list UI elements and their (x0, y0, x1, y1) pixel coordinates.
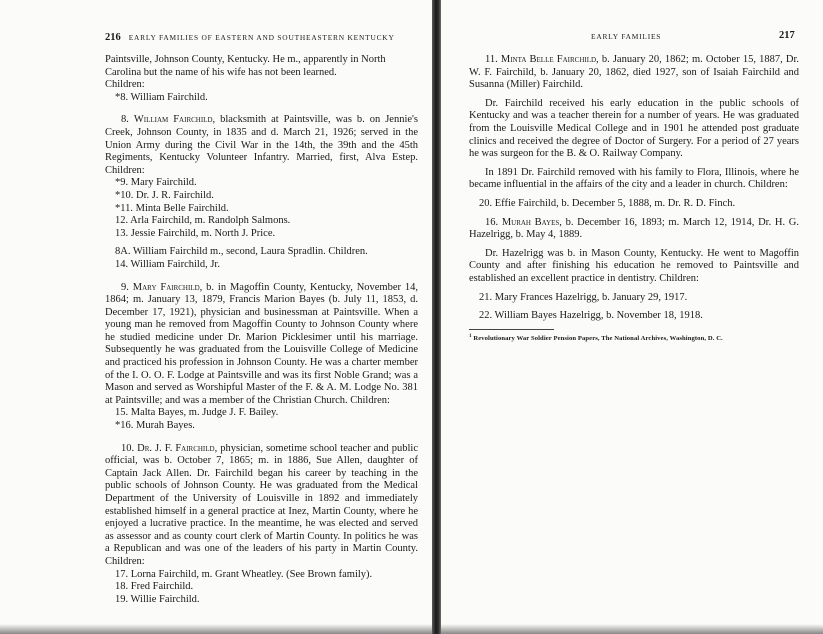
entry-16: 16. Murah Bayes, b. December 16, 1893; m. March 12, 1914, Dr. H. G. Hazelrigg, b. May 4, 1889. (469, 216, 800, 241)
child-entry: 12. Arla Fairchild, m. Randolph Salmons. (115, 215, 291, 227)
left-head-title: EARLY FAMILIES OF EASTERN AND SOUTHEASTERN KENTUCKY (128, 33, 395, 42)
footnote-rule (469, 329, 554, 330)
paragraph: In 1891 Dr. Fairchild removed with his family to Flora, Illinois, where he became influential in the affairs of the city and a leader in church. Children: (469, 166, 799, 191)
child-entry: 19. Willie Fairchild. (115, 593, 200, 605)
entry-8a: 8A. William Fairchild m., second, Laura Spradlin. Children. (115, 246, 368, 258)
page-edge-shadow (441, 624, 823, 634)
right-page (441, 0, 823, 634)
entry-name: Dr. J. F. Fairchild, (137, 442, 218, 454)
paragraph: Dr. Hazelrigg was b. in Mason County, Kentucky. He went to Magoffin County and after finishing his education he removed to Paintsville and established an excellent practice in dentistry. Children: (469, 247, 799, 284)
child-entry: 14. William Fairchild, Jr. (115, 258, 220, 270)
paragraph: Dr. Fairchild received his early education in the public schools of Kentucky and was a teacher therein for a number of years. He was graduated from the Louisville Medical College and in 1901 he attended post graduate clinics and received the degree of Doctor of Surgery. For a period of 27 years he was surgeon for the B. & O. Railway Company. (469, 97, 799, 160)
left-page-number: 216 (105, 32, 121, 43)
child-entry: 20. Effie Fairchild, b. December 5, 1888, m. Dr. R. D. Finch. (479, 197, 736, 209)
entry-name: Murah Bayes, (501, 216, 562, 228)
child-entry: 17. Lorna Fairchild, m. Grant Wheatley. (See Brown family). (115, 568, 373, 580)
child-entry: *10. Dr. J. R. Fairchild. (115, 189, 214, 201)
left-text-column (105, 54, 418, 606)
child-entry: 21. Mary Frances Hazelrigg, b. January 29, 1917. (479, 291, 688, 303)
entry-9: 9. Mary Fairchild, b. in Magoffin County, Kentucky, November 14, 1864; m. January 13, 1879, Francis Marion Bayes (b. July 11, 1853, d. December 17, 1921), physician and businessman at Paintsville. When a young man he removed from Magoffin County to Johnson County where he studied medicine under Dr. Marion Picklesimer until his marriage. Subsequently he was graduated from the Louisville College of Medicine and practiced his profession in Johnson County. He was a charter member of the I. O. O. F. Lodge at Paintsville and was its first Noble Grand; was a Mason and served as Worshipful Master of the F. & A. M. Lodge No. 381 at Paintsville; and was a member of the Christian Church. Children: (105, 281, 419, 406)
right-page-number: 217 (779, 30, 795, 41)
child-entry: *11. Minta Belle Fairchild. (115, 202, 229, 214)
child-entry: 22. William Bayes Hazelrigg, b. November 18, 1918. (479, 310, 703, 322)
paragraph: Paintsville, Johnson County, Kentucky. He m., apparently in North Carolina but the name of his wife has not been learned. (105, 54, 386, 78)
entry-11: 11. Minta Belle Fairchild, b. January 20, 1862; m. October 15, 1887, Dr. W. F. Fairchild, b. January 20, 1862, died 1927, son of Isaiah Fairchild and Susanna (Miller) Fairchild. (469, 54, 799, 91)
entry-name: Minta Belle Fairchild, (500, 54, 599, 65)
child-entry: *8. William Fairchild. (115, 91, 208, 103)
children-label: Children: (105, 79, 145, 91)
right-head-title: EARLY FAMILIES (591, 32, 662, 41)
page-edge-shadow (0, 624, 432, 634)
child-entry: *16. Murah Bayes. (115, 420, 195, 432)
child-entry: 18. Fred Fairchild. (115, 581, 194, 593)
entry-8: 8. William Fairchild, blacksmith at Paintsville, was b. on Jennie's Creek, Johnson County, in 1835 and d. March 21, 1926; served in the Union Army during the Civil War in the 14th, the 39th and the 45th Regiments, Kentucky Volunteer Infantry. Married, first, Alva Estep. Children: (105, 114, 419, 176)
entry-name: William Fairchild, (133, 114, 216, 126)
entry-10: 10. Dr. J. F. Fairchild, physician, sometime school teacher and public official, was b. October 7, 1865; m. in 1886, Sue Allen, daughter of Captain Jack Allen. Dr. Fairchild began his career by teaching in the public schools of Johnson County. He was graduated from the Medical Department of the University of Louisville in 1892 and immediately established himself in a general practice at Inez, Martin County, where he enjoyed a lucrative practice. In the meantime, he was elected and served as assessor and as county court clerk of Martin County. In politics he was a Republican and was one of the leaders of his party in Martin County. Children: (105, 442, 419, 567)
footnote: $^1$ Revolutionary War Soldier Pension Papers, The National Archives, Washington, D. C. (469, 333, 723, 342)
entry-name: Mary Fairchild, (132, 281, 203, 293)
child-entry: 13. Jessie Fairchild, m. North J. Price. (115, 227, 276, 239)
book-gutter (432, 0, 441, 634)
left-running-head (105, 32, 395, 43)
child-entry: *9. Mary Fairchild. (115, 177, 197, 189)
right-text-column (469, 54, 799, 343)
child-entry: 15. Malta Bayes, m. Judge J. F. Bailey. (115, 407, 279, 419)
